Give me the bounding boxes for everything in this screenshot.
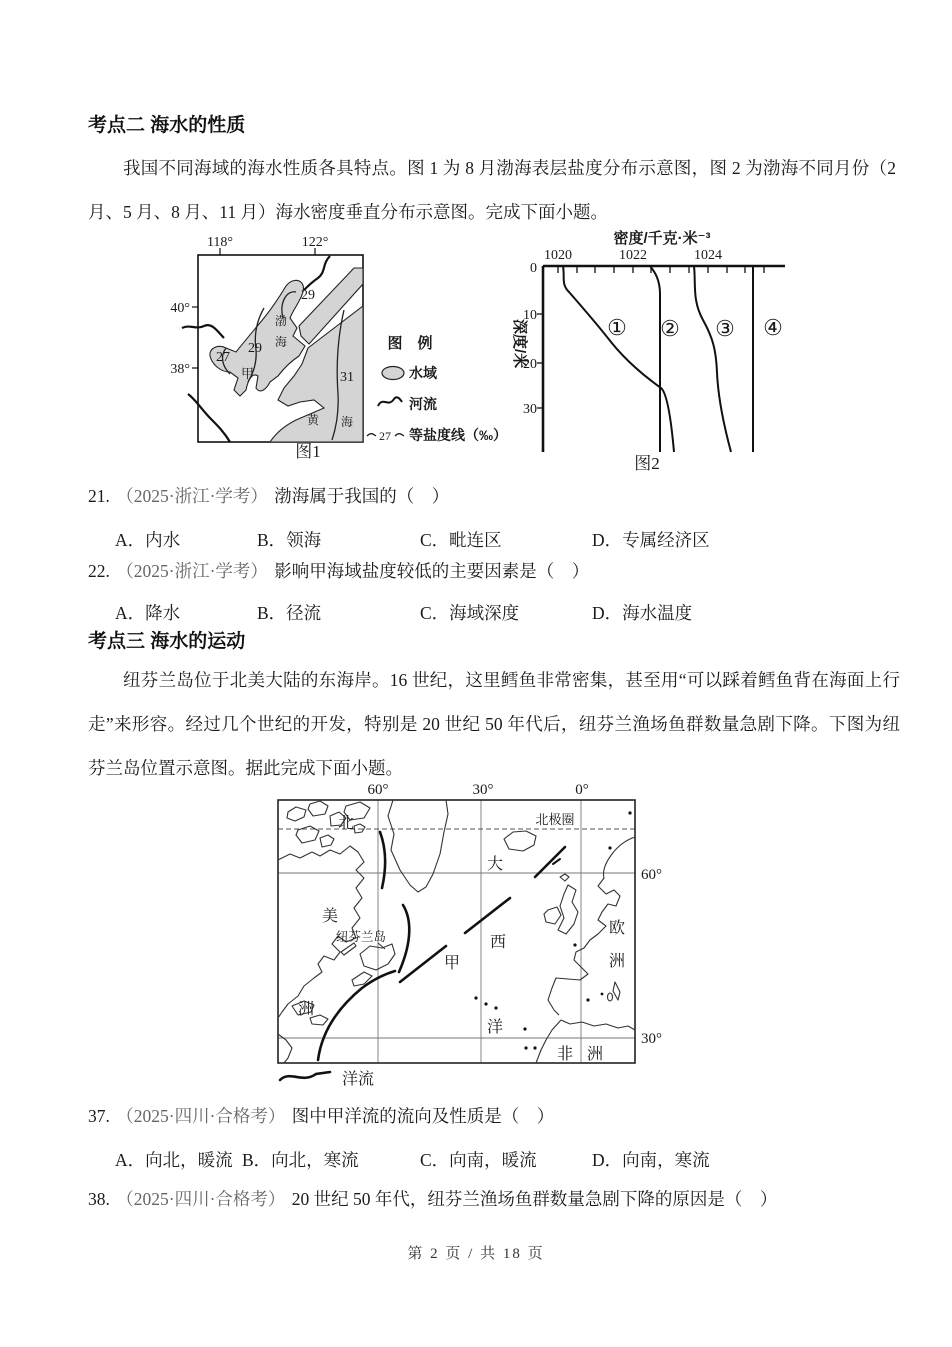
- legend-iso-icon: [395, 434, 404, 436]
- lat-label-60: 60°: [641, 867, 662, 883]
- atlantic-label: 西: [489, 934, 507, 951]
- option-c: C．毗连区: [420, 530, 502, 550]
- river-line: [304, 256, 330, 290]
- newfoundland-label: 纽芬兰岛: [335, 930, 387, 944]
- y-tick-label: 10: [523, 308, 537, 323]
- yellow-sea-label: 黄: [307, 413, 320, 427]
- lat-tick-38: 38°: [170, 362, 190, 377]
- legend-iso-value: 27: [379, 429, 391, 443]
- option-d: D．向南，寒流: [592, 1150, 710, 1170]
- europe-label: 欧: [608, 920, 626, 937]
- figure2-density-depth-chart: [495, 226, 795, 478]
- contour-label: 31: [340, 370, 354, 385]
- ocean-currents: [318, 832, 565, 1060]
- lon-label-60: 60°: [367, 782, 389, 798]
- option-c: C．向南，暖流: [420, 1150, 537, 1170]
- point-jia-label: 甲: [241, 366, 255, 381]
- north-america-label: 美: [321, 908, 339, 925]
- section-heading-3: 考点三 海水的运动: [88, 631, 246, 652]
- current-legend-label: 洋流: [342, 1071, 375, 1088]
- bohai-label: 渤: [275, 314, 288, 328]
- option-d: D．专属经济区: [592, 530, 710, 550]
- lat-tick-40: 40°: [170, 301, 190, 316]
- legend-iso-icon: [367, 434, 376, 436]
- question-stem: 影响甲海域盐度较低的主要因素是（ ）: [274, 561, 590, 581]
- y-tick-label: 30: [523, 402, 537, 417]
- y-axis-label: 深度/米: [511, 319, 528, 369]
- chart-title: 密度/千克·米⁻³: [613, 230, 711, 247]
- question-number: 22.: [88, 561, 110, 581]
- question-source: （2025·浙江·学考）: [116, 486, 268, 506]
- question-source: （2025·四川·合格考）: [116, 1106, 286, 1126]
- question-37: [88, 1103, 554, 1128]
- curve-label-3: ③: [715, 316, 735, 341]
- curve-2: [650, 266, 660, 452]
- legend-iso-label: 等盐度线（‰）: [409, 427, 507, 443]
- legend-river-icon: [378, 397, 402, 406]
- lat-label-30: 30°: [641, 1031, 662, 1047]
- x-tick-label: 1022: [619, 248, 647, 263]
- question-stem: 20 世纪 50 年代，纽芬兰渔场鱼群数量急剧下降的原因是（ ）: [291, 1189, 778, 1209]
- section-intro-3: 纽芬兰岛位于北美大陆的东海岸。16 世纪，这里鳕鱼非常密集，甚至用“可以踩着鳕鱼背在海面上行走”来形容。经过几个世纪的开发，特别是 20 世纪 50 年代后，纽芬兰渔场鱼群数量急剧下降。下图为纽芬兰岛位置示意图。据此完成下面小题。: [88, 670, 900, 778]
- bohai-sea-area: [210, 280, 305, 396]
- lon-tick-118: 118°: [206, 235, 234, 250]
- figure2-caption: 图2: [634, 454, 660, 473]
- gulf-stream-current: [318, 971, 395, 1060]
- contour-label: 29: [248, 341, 262, 356]
- europe-label: 洲: [608, 953, 626, 970]
- curve-label-2: ②: [660, 316, 680, 341]
- question-source: （2025·四川·合格考）: [116, 1189, 286, 1209]
- curve-1: [563, 266, 674, 452]
- question-number: 38.: [88, 1189, 110, 1209]
- x-tick-label: 1024: [694, 248, 722, 263]
- y-tick-label: 0: [530, 261, 537, 276]
- current-jia-label: 甲: [444, 955, 461, 972]
- atlantic-label: 大: [486, 856, 504, 873]
- question-stem: 图中甲洋流的流向及性质是（ ）: [291, 1106, 555, 1126]
- y-tick-label: 20: [523, 357, 537, 372]
- lon-label-0: 0°: [575, 782, 589, 798]
- river-line: [188, 394, 230, 442]
- africa-label: 洲: [586, 1046, 604, 1063]
- newfoundland-current-arc: [399, 905, 409, 972]
- question-38: [88, 1186, 777, 1211]
- legend-water-label: 水域: [409, 365, 437, 381]
- north-america-label: 洲: [297, 1001, 315, 1018]
- option-b: B．径流: [257, 603, 322, 623]
- question-stem: 渤海属于我国的（ ）: [274, 486, 450, 506]
- lon-tick-122: 122°: [301, 235, 329, 250]
- page-footer: 第 2 页 / 共 18 页: [407, 1246, 545, 1262]
- question-22: [88, 558, 589, 583]
- curve-label-1: ①: [607, 315, 627, 340]
- atlantic-currents-map: [258, 782, 688, 1112]
- norwegian-current: [535, 847, 565, 877]
- option-b: B．领海: [257, 530, 322, 550]
- contour-label: 29: [301, 288, 315, 303]
- figure1-caption: 图1: [295, 442, 321, 461]
- current-legend-icon: [280, 1072, 330, 1080]
- question-source: （2025·浙江·学考）: [116, 561, 268, 581]
- atlantic-label: 洋: [486, 1019, 504, 1036]
- question-number: 21.: [88, 486, 110, 506]
- option-a: A．降水: [115, 603, 181, 623]
- africa-label: 非: [556, 1046, 574, 1063]
- figure1-bohai-salinity-map: [168, 230, 518, 465]
- section-heading-2: 考点二 海水的性质: [88, 115, 246, 136]
- bohai-label: 海: [275, 335, 288, 349]
- legend-title: 图 例: [387, 335, 433, 352]
- river-line: [182, 325, 224, 338]
- contour-label: 27: [216, 350, 230, 365]
- section-intro-2: 我国不同海域的海水性质各具特点。图 1 为 8 月渤海表层盐度分布示意图，图 2 为渤海不同月份（2 月、5 月、8 月、11 月）海水密度垂直分布示意图。完成下面小题。: [88, 158, 896, 222]
- north-atlantic-current: [465, 898, 510, 933]
- legend-water-icon: [382, 367, 404, 380]
- option-c: C．海域深度: [420, 603, 520, 623]
- option-a: A．内水: [115, 530, 181, 550]
- curve-3: [694, 266, 731, 452]
- option-b: B．向北，寒流: [242, 1150, 359, 1170]
- curve-label-4: ④: [763, 315, 783, 340]
- x-tick-label: 1020: [544, 248, 572, 263]
- arctic-circle-label: 北极圈: [535, 812, 575, 827]
- legend-river-label: 河流: [409, 396, 437, 412]
- question-number: 37.: [88, 1106, 110, 1126]
- question-21: [88, 483, 449, 508]
- option-a: A．向北，暖流: [115, 1150, 233, 1170]
- option-d: D．海水温度: [592, 603, 693, 623]
- north-america-label: 北: [337, 815, 355, 832]
- labrador-current: [380, 832, 385, 888]
- lon-label-30: 30°: [472, 782, 494, 798]
- yellow-sea-label: 海: [341, 415, 354, 429]
